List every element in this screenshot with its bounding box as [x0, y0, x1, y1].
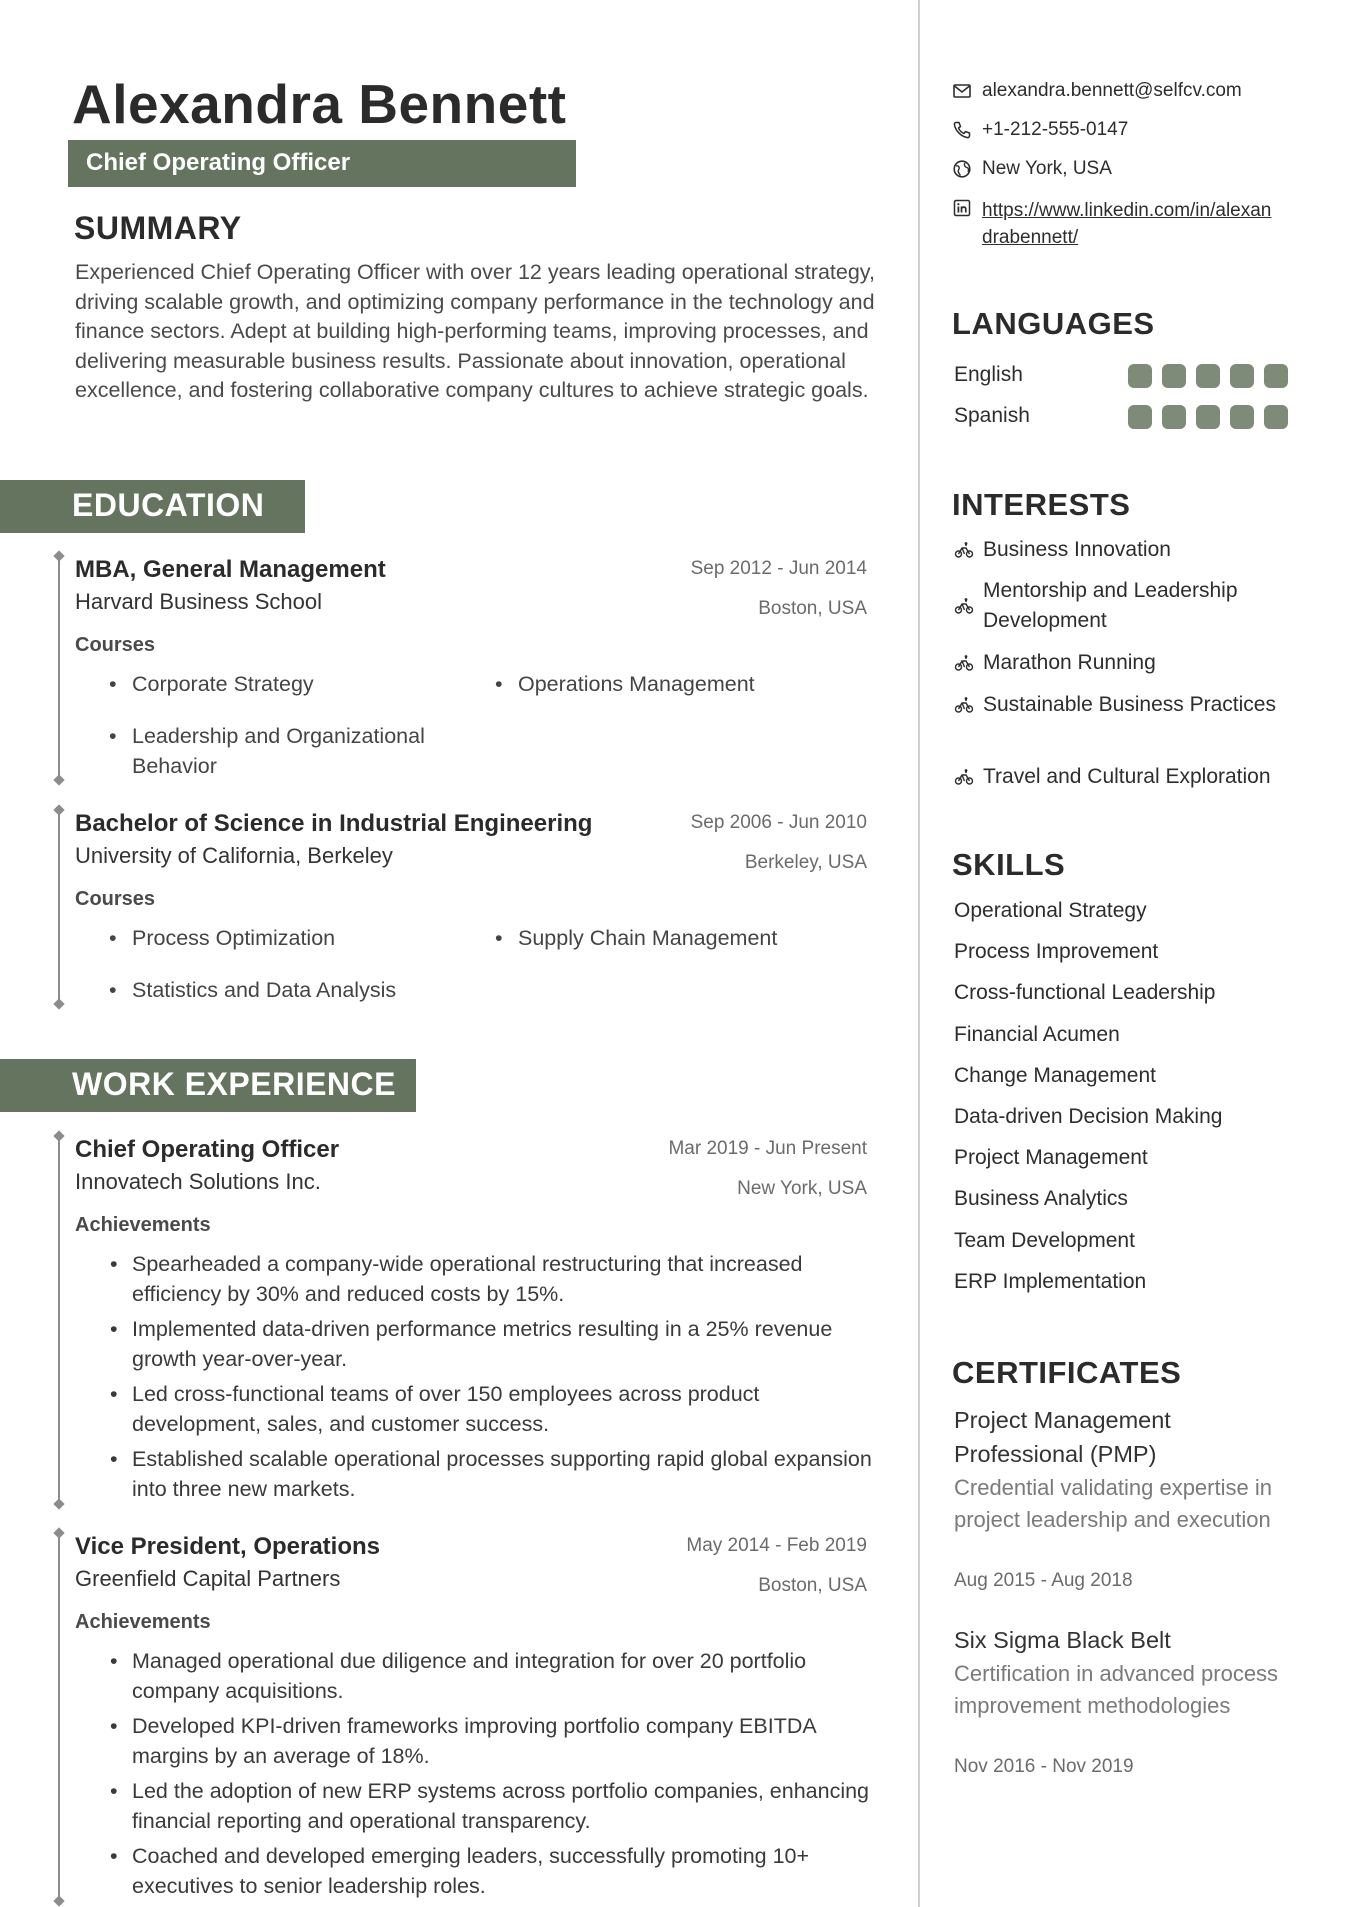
course-item: • Process Optimization: [106, 924, 466, 954]
interest-label: Business Innovation: [983, 538, 1171, 561]
achievement-item: • Coached and developed emerging leaders, successfully promoting 10+ executives to senior leadership roles.: [106, 1842, 876, 1901]
achievement-item: • Led the adoption of new ERP systems across portfolio companies, enhancing financial reporting and operational transparency.: [106, 1777, 876, 1836]
certificate-dates: Aug 2015 - Aug 2018: [954, 1570, 1133, 1591]
certificate-name: Six Sigma Black Belt: [954, 1627, 1171, 1653]
email-text: alexandra.bennett@selfcv.com: [982, 80, 1242, 101]
level-dot: [1230, 405, 1254, 429]
achievements-list: [106, 1647, 876, 1907]
level-dot: [1162, 364, 1186, 388]
contact-phone[interactable]: [952, 119, 1128, 141]
certificate-description: Credential validating expertise in project leadership and execution: [954, 1475, 1272, 1532]
linkedin-url-line1: https://www.linkedin.com/in/alexan: [982, 200, 1272, 221]
phone-icon: [952, 120, 972, 140]
certificate-description: Certification in advanced process improvement methodologies: [954, 1661, 1279, 1718]
language-level: [1128, 364, 1298, 388]
summary-heading: SUMMARY: [74, 210, 242, 246]
job-dates: Mar 2019 - Jun Present: [668, 1138, 867, 1159]
certificate-dates: Nov 2016 - Nov 2019: [954, 1756, 1134, 1777]
certificates-heading: CERTIFICATES: [952, 1355, 1182, 1390]
job-role: Vice President, Operations: [75, 1533, 381, 1560]
skill-item: Business Analytics: [954, 1187, 1128, 1211]
level-dot: [1230, 364, 1254, 388]
skills-heading: SKILLS: [952, 847, 1066, 882]
achievements-label: Achievements: [75, 1214, 211, 1236]
skill-item: Change Management: [954, 1063, 1156, 1087]
achievement-item: • Established scalable operational processes supporting rapid global expansion into three new markets.: [106, 1445, 876, 1504]
education-dates: Sep 2012 - Jun 2014: [690, 558, 867, 579]
timeline-line: [58, 1136, 60, 1504]
course-item: • Operations Management: [492, 670, 852, 700]
interest-item: [954, 690, 1294, 720]
skill-item: Financial Acumen: [954, 1022, 1120, 1046]
school-name: University of California, Berkeley: [75, 843, 393, 868]
education-entry: [0, 810, 900, 1006]
globe-icon: [952, 159, 972, 179]
degree-title: MBA, General Management: [75, 556, 386, 583]
bicycle-icon: [954, 695, 974, 715]
language-level: [1128, 405, 1298, 429]
languages-heading: LANGUAGES: [952, 306, 1155, 341]
job-location: New York, USA: [737, 1178, 867, 1199]
linkedin-url-line2: drabennett/: [982, 227, 1079, 248]
work-heading-band: [0, 1059, 416, 1112]
level-dot: [1128, 364, 1152, 388]
bicycle-icon: [954, 767, 974, 787]
contact-linkedin[interactable]: [952, 197, 1271, 251]
certificate-name: Project Management Professional (PMP): [954, 1407, 1171, 1467]
job-dates: May 2014 - Feb 2019: [686, 1535, 867, 1556]
contact-location: [952, 158, 1112, 180]
skill-item: Project Management: [954, 1146, 1148, 1170]
skill-item: Operational Strategy: [954, 899, 1147, 922]
interest-item: [954, 576, 1294, 635]
company-name: Innovatech Solutions Inc.: [75, 1169, 321, 1194]
level-dot: [1162, 405, 1186, 429]
level-dot: [1128, 405, 1152, 429]
skill-item: ERP Implementation: [954, 1269, 1147, 1293]
work-heading: WORK EXPERIENCE: [72, 1066, 396, 1102]
language-name: Spanish: [954, 404, 1030, 427]
skill-item: Cross-functional Leadership: [954, 981, 1216, 1005]
achievements-list: [106, 1250, 876, 1510]
work-entry: [0, 1533, 900, 1903]
education-heading: EDUCATION: [72, 487, 265, 523]
job-role: Chief Operating Officer: [75, 1136, 340, 1163]
degree-title: Bachelor of Science in Industrial Engineering: [75, 810, 593, 837]
bicycle-icon: [954, 596, 974, 616]
timeline-line: [58, 556, 60, 780]
skill-item: Team Development: [954, 1228, 1135, 1252]
skill-item: Process Improvement: [954, 940, 1159, 964]
courses-label: Courses: [75, 888, 156, 910]
linkedin-link[interactable]: [982, 197, 1271, 251]
linkedin-icon: [952, 198, 972, 218]
education-heading-band: [0, 480, 305, 533]
candidate-name: Alexandra Bennett: [72, 73, 567, 135]
achievement-item: • Led cross-functional teams of over 150 employees across product development, sales, and customer success.: [106, 1380, 876, 1439]
education-location: Berkeley, USA: [744, 852, 867, 873]
course-item: • Leadership and Organizational Behavior: [106, 722, 466, 781]
achievement-item: • Developed KPI-driven frameworks improving portfolio company EBITDA margins by an average of 18%.: [106, 1712, 876, 1771]
interest-label: Sustainable Business Practices: [983, 693, 1276, 716]
timeline-line: [58, 810, 60, 1004]
interest-item: [954, 535, 1294, 565]
language-row: [954, 403, 1288, 431]
education-location: Boston, USA: [758, 598, 867, 619]
mail-icon: [952, 81, 972, 101]
interest-label: Marathon Running: [983, 651, 1156, 674]
school-name: Harvard Business School: [75, 589, 323, 614]
education-dates: Sep 2006 - Jun 2010: [690, 812, 867, 833]
interests-heading: INTERESTS: [952, 487, 1131, 522]
bicycle-icon: [954, 540, 974, 560]
job-title-band: [68, 140, 576, 187]
interest-label: Mentorship and Leadership Development: [983, 579, 1238, 632]
course-item: • Statistics and Data Analysis: [106, 976, 466, 1006]
interest-item: [954, 762, 1294, 792]
job-title: Chief Operating Officer: [86, 149, 351, 176]
level-dot: [1264, 405, 1288, 429]
timeline-line: [58, 1533, 60, 1901]
interest-item: [954, 648, 1294, 678]
phone-text: +1-212-555-0147: [982, 119, 1129, 140]
work-entry: [0, 1136, 900, 1506]
language-row: [954, 362, 1288, 390]
education-entry: [0, 556, 900, 782]
interest-label: Travel and Cultural Exploration: [983, 765, 1271, 788]
location-text: New York, USA: [982, 158, 1112, 179]
job-location: Boston, USA: [758, 1575, 867, 1596]
achievement-item: • Spearheaded a company-wide operational restructuring that increased efficiency by 30% and reduced costs by 15%.: [106, 1250, 876, 1309]
level-dot: [1264, 364, 1288, 388]
language-name: English: [954, 363, 1023, 386]
achievement-item: • Managed operational due diligence and integration for over 20 portfolio company acquisitions.: [106, 1647, 876, 1706]
achievements-label: Achievements: [75, 1611, 211, 1633]
column-divider: [918, 0, 920, 1907]
company-name: Greenfield Capital Partners: [75, 1566, 341, 1591]
summary-text: Experienced Chief Operating Officer with over 12 years leading operational strategy, driving scalable growth, and optimizing company performance in the technology and finance sectors. Adept at building high-performing teams, improving processes, and delivering measurable business results. Passionate about innovation, operational excellence, and fostering collaborative company cultures to achieve strategic goals.: [75, 260, 875, 403]
courses-label: Courses: [75, 634, 156, 656]
course-item: • Supply Chain Management: [492, 924, 852, 954]
achievement-item: • Implemented data-driven performance metrics resulting in a 25% revenue growth year-over-year.: [106, 1315, 876, 1374]
contact-email[interactable]: [952, 80, 1242, 102]
level-dot: [1196, 405, 1220, 429]
course-item: • Corporate Strategy: [106, 670, 466, 700]
level-dot: [1196, 364, 1220, 388]
bicycle-icon: [954, 653, 974, 673]
skill-item: Data-driven Decision Making: [954, 1105, 1223, 1128]
